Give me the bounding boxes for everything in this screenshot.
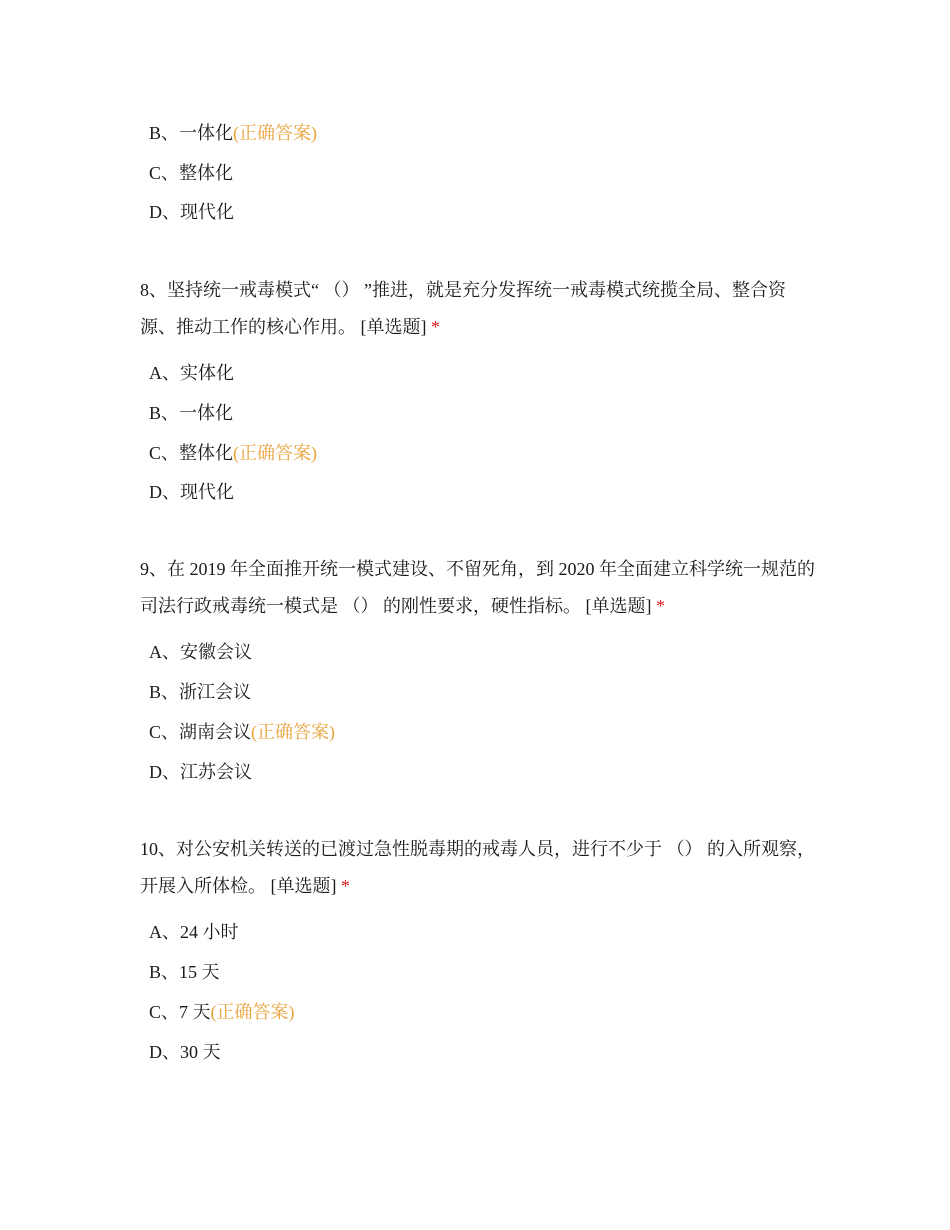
option-label: D、现代化 [149, 482, 234, 502]
option-label: C、湖南会议 [149, 722, 252, 742]
question-9-text [140, 551, 820, 625]
option-label: B、一体化 [149, 123, 234, 143]
option-label: B、一体化 [149, 403, 234, 423]
option-label: B、15 天 [149, 962, 220, 982]
correct-answer-mark: (正确答案) [210, 1002, 295, 1022]
q7-option-b [149, 121, 317, 145]
q9-option-d [149, 760, 252, 784]
q8-option-c [149, 441, 317, 465]
required-mark: * [341, 876, 350, 896]
question-8-text [140, 272, 820, 346]
option-label: C、整体化 [149, 163, 234, 183]
option-label: D、现代化 [149, 202, 234, 222]
question-text: 10、对公安机关转送的已渡过急性脱毒期的戒毒人员，进行不少于 （） 的入所观察，开展入所体检。 [单选题] [140, 839, 815, 896]
option-label: C、整体化 [149, 443, 234, 463]
option-label: D、江苏会议 [149, 762, 252, 782]
q8-option-a [149, 361, 234, 385]
required-mark: * [656, 596, 665, 616]
correct-answer-mark: (正确答案) [233, 123, 318, 143]
q9-option-b [149, 680, 251, 704]
q8-option-d [149, 480, 234, 504]
question-text: 9、在 2019 年全面推开统一模式建设、不留死角，到 2020 年全面建立科学统一规范的司法行政戒毒统一模式是 （） 的刚性要求，硬性指标。 [单选题] [140, 559, 815, 616]
option-label: D、30 天 [149, 1042, 221, 1062]
q9-option-a [149, 640, 252, 664]
required-mark: * [431, 317, 440, 337]
q10-option-a [149, 920, 239, 944]
correct-answer-mark: (正确答案) [251, 722, 336, 742]
option-label: B、浙江会议 [149, 682, 252, 702]
q10-option-c [149, 1000, 295, 1024]
q7-option-d [149, 200, 234, 224]
question-text: 8、坚持统一戒毒模式“ （） ”推进，就是充分发挥统一戒毒模式统揽全局、整合资源、推动工作的核心作用。 [单选题] [140, 280, 786, 337]
option-label: A、安徽会议 [149, 642, 252, 662]
question-10-text [140, 831, 820, 905]
correct-answer-mark: (正确答案) [233, 443, 318, 463]
q7-option-c [149, 161, 233, 185]
q10-option-b [149, 960, 220, 984]
option-label: A、实体化 [149, 363, 234, 383]
q9-option-c [149, 720, 335, 744]
option-label: C、7 天 [149, 1002, 211, 1022]
q8-option-b [149, 401, 233, 425]
q10-option-d [149, 1040, 221, 1064]
option-label: A、24 小时 [149, 922, 239, 942]
